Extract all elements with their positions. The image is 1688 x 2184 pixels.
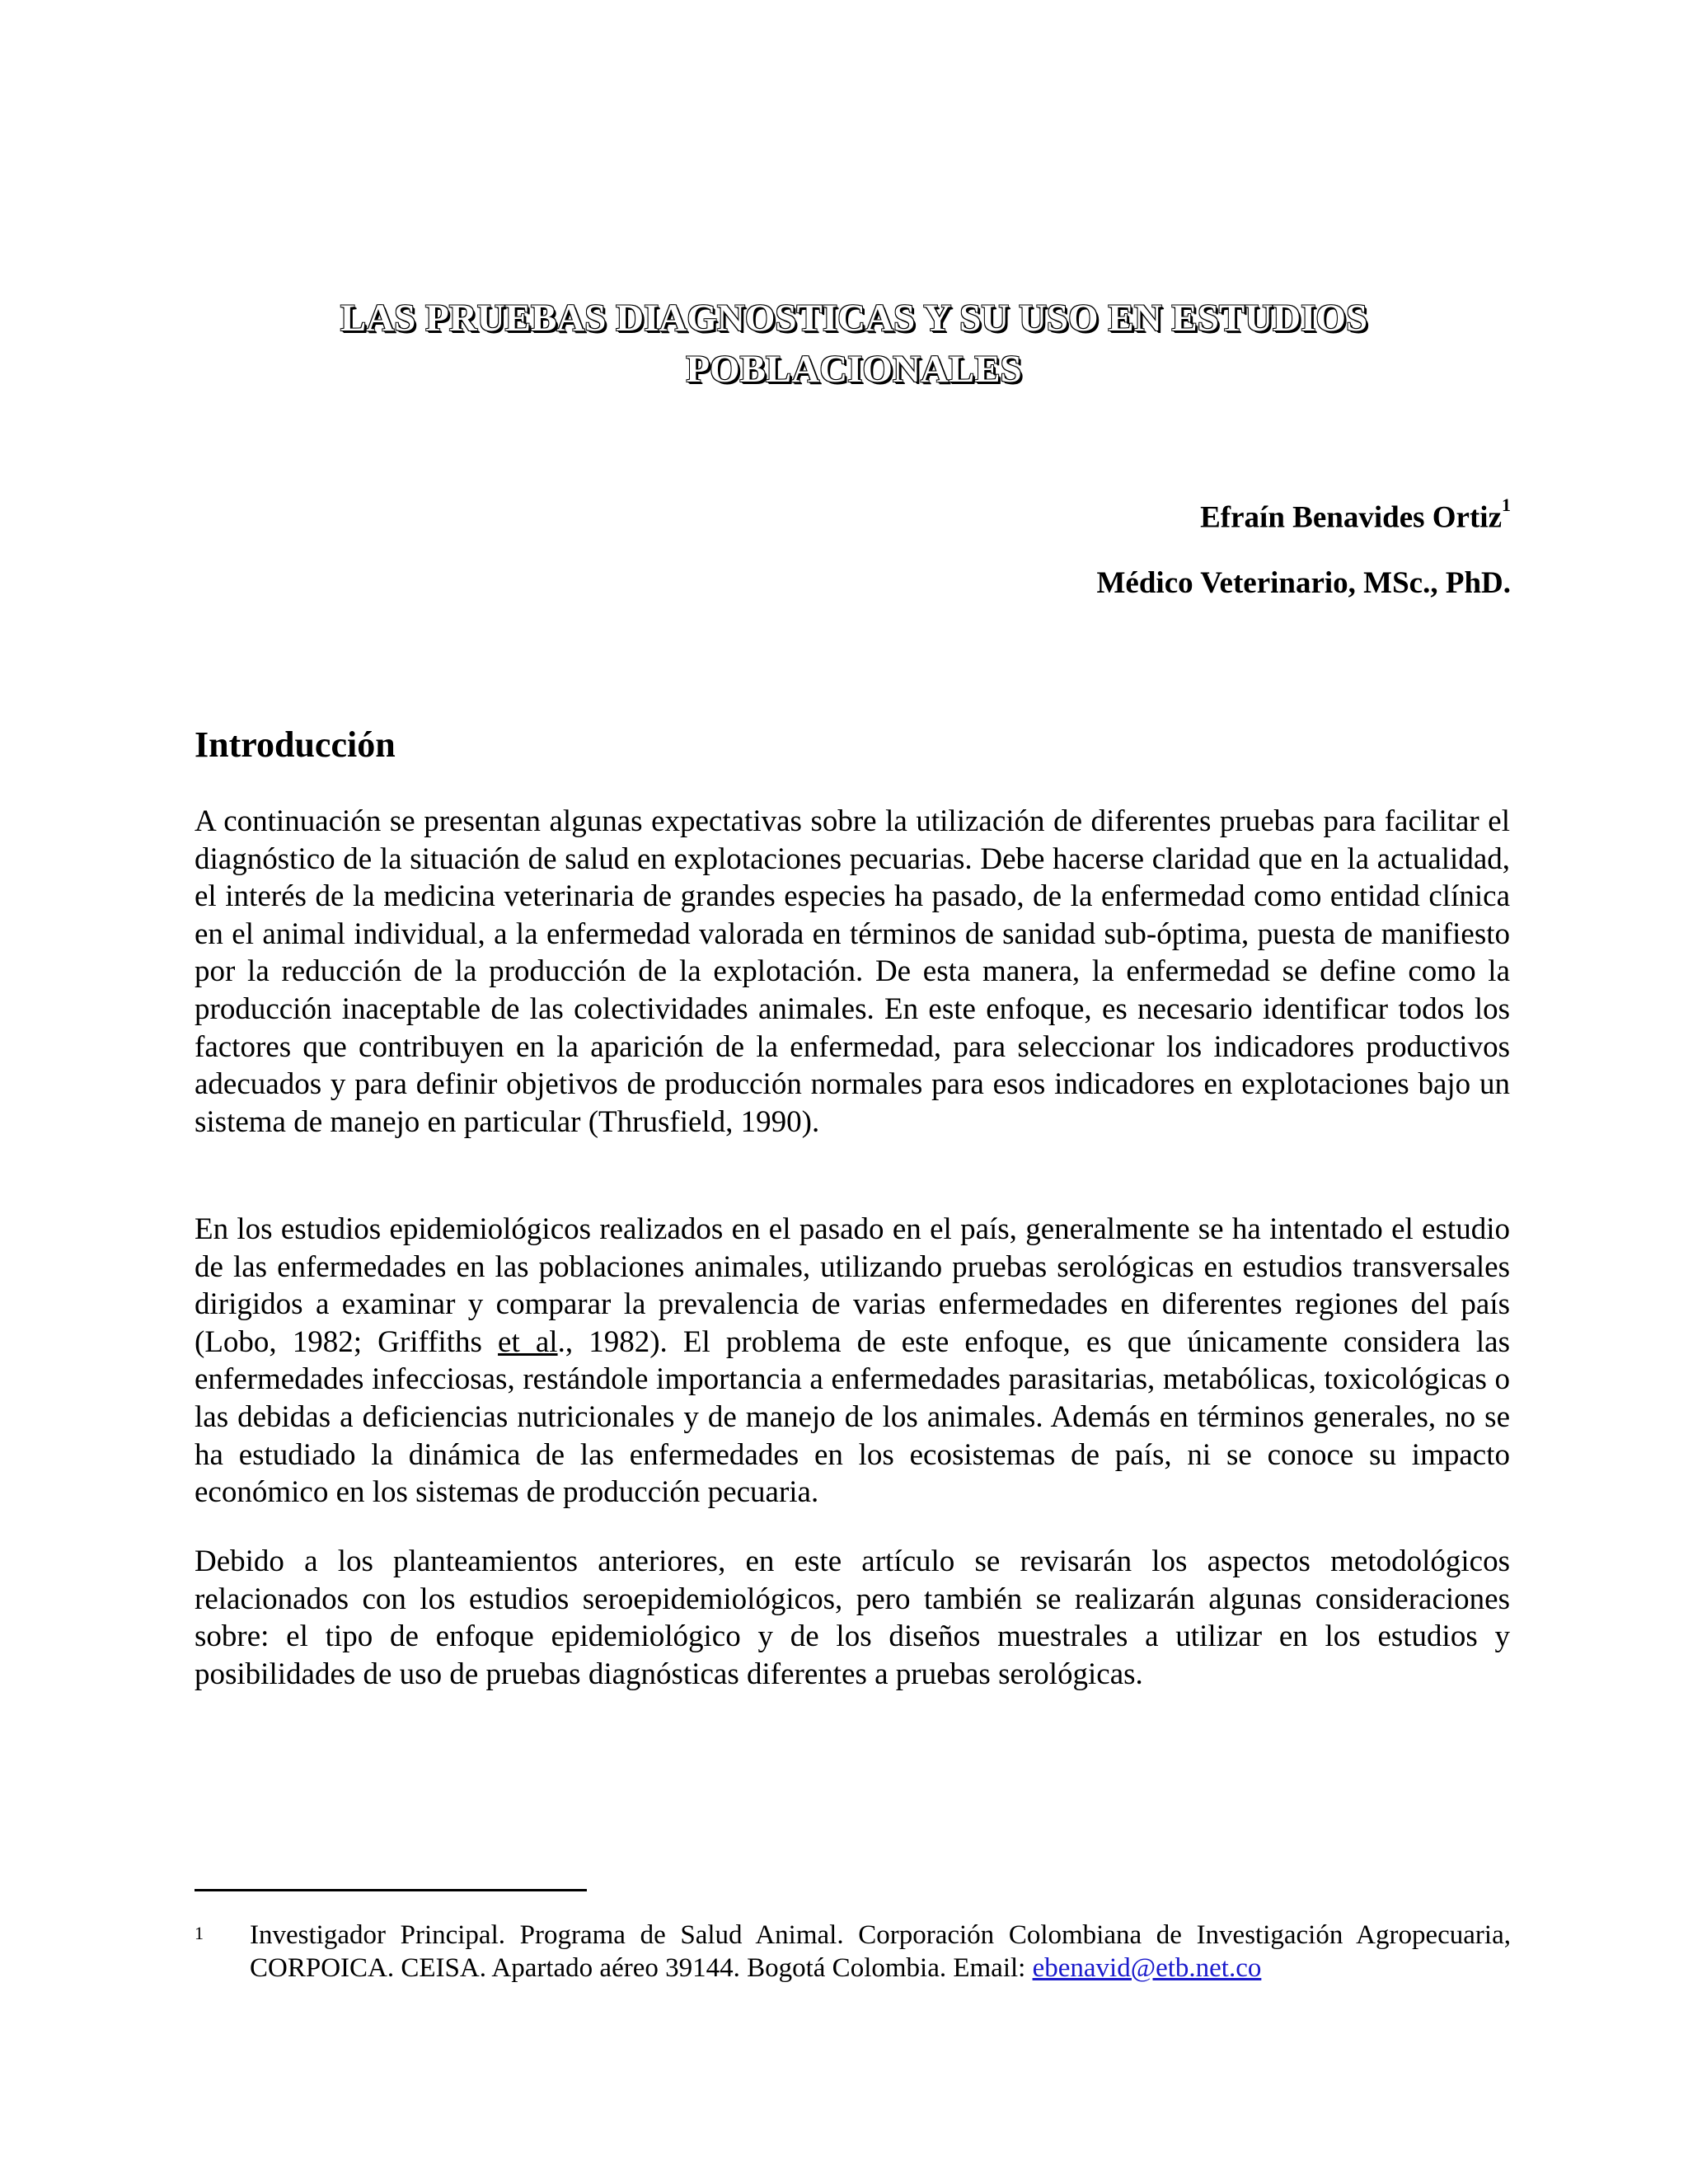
title-line-1: LAS PRUEBAS DIAGNOSTICAS Y SU USO EN ESTUDIOS bbox=[340, 297, 1368, 340]
paragraph-2 bbox=[195, 1211, 1510, 1511]
section-heading-introduccion: Introducción bbox=[195, 724, 396, 765]
document-title bbox=[195, 293, 1513, 395]
author-footnote-ref[interactable]: 1 bbox=[1502, 494, 1511, 515]
paragraph-2-text-b: ., 1982). El problema de este enfoque, es que únicamente considera las enfermedades infecciosas, restándole importancia a enfermedades parasitarias, metabólicas, toxicológicas o las debidas a deficiencias nutricionales y de manejo de los animales. Además en términos generales, no se ha estudiado la dinámica de las enfermedades en los ecosistemas de país, ni se conoce su impacto económico en los sistemas de producción pecuaria. bbox=[195, 1324, 1510, 1510]
footnote-text bbox=[250, 1919, 1511, 1985]
footnote-body: Investigador Principal. Programa de Salud Animal. Corporación Colombiana de Investigación Agropecuaria, CORPOICA. CEISA. Apartado aéreo 39144. Bogotá Colombia. Email: bbox=[250, 1920, 1511, 1983]
footnote-email-link[interactable]: ebenavid@etb.net.co bbox=[1032, 1953, 1262, 1983]
et-al-citation: et al bbox=[498, 1324, 558, 1359]
author-name bbox=[1200, 492, 1511, 536]
paragraph-3: Debido a los planteamientos anteriores, en este artículo se revisarán los aspectos metodológicos relacionados con los estudios seroepidemiológicos, pero también se realizarán algunas consideraciones sobre: el tipo de enfoque epidemiológico y de los diseños muestrales a utilizar en los estudios y posibilidades de uso de pruebas diagnósticas diferentes a pruebas serológicas. bbox=[195, 1544, 1510, 1691]
author-name-text: Efraín Benavides Ortiz bbox=[1200, 500, 1502, 535]
title-line-2: POBLACIONALES bbox=[686, 348, 1022, 391]
paragraph-2-text-a: En los estudios epidemiológicos realizados en el pasado en el país, generalmente se ha intentado el estudio de las enfermedades en las poblaciones animales, utilizando pruebas serológicas en estudios transversales dirigidos a examinar y comparar la prevalencia de varias enfermedades en diferentes regiones del país (Lobo, 1982; Griffiths bbox=[195, 1212, 1510, 1359]
footnote-separator bbox=[195, 1889, 587, 1891]
author-degree: Médico Veterinario, MSc., PhD. bbox=[1096, 566, 1511, 600]
footnote-mark: 1 bbox=[195, 1923, 204, 1943]
paragraph-1: A continuación se presentan algunas expectativas sobre la utilización de diferentes pruebas para facilitar el diagnóstico de la situación de salud en explotaciones pecuarias. Debe hacerse claridad que en la actualidad, el interés de la medicina veterinaria de grandes especies ha pasado, de la enfermedad como entidad clínica en el animal individual, a la enfermedad valorada en términos de sanidad sub-óptima, puesta de manifiesto por la reducción de la producción de la explotación. De esta manera, la enfermedad se define como la producción inaceptable de las colectividades animales. En este enfoque, es necesario identificar todos los factores que contribuyen en la aparición de la enfermedad, para seleccionar los indicadores productivos adecuados y para definir objetivos de producción normales para esos indicadores en explotaciones bajo un sistema de manejo en particular (Thrusfield, 1990). bbox=[195, 804, 1510, 1139]
